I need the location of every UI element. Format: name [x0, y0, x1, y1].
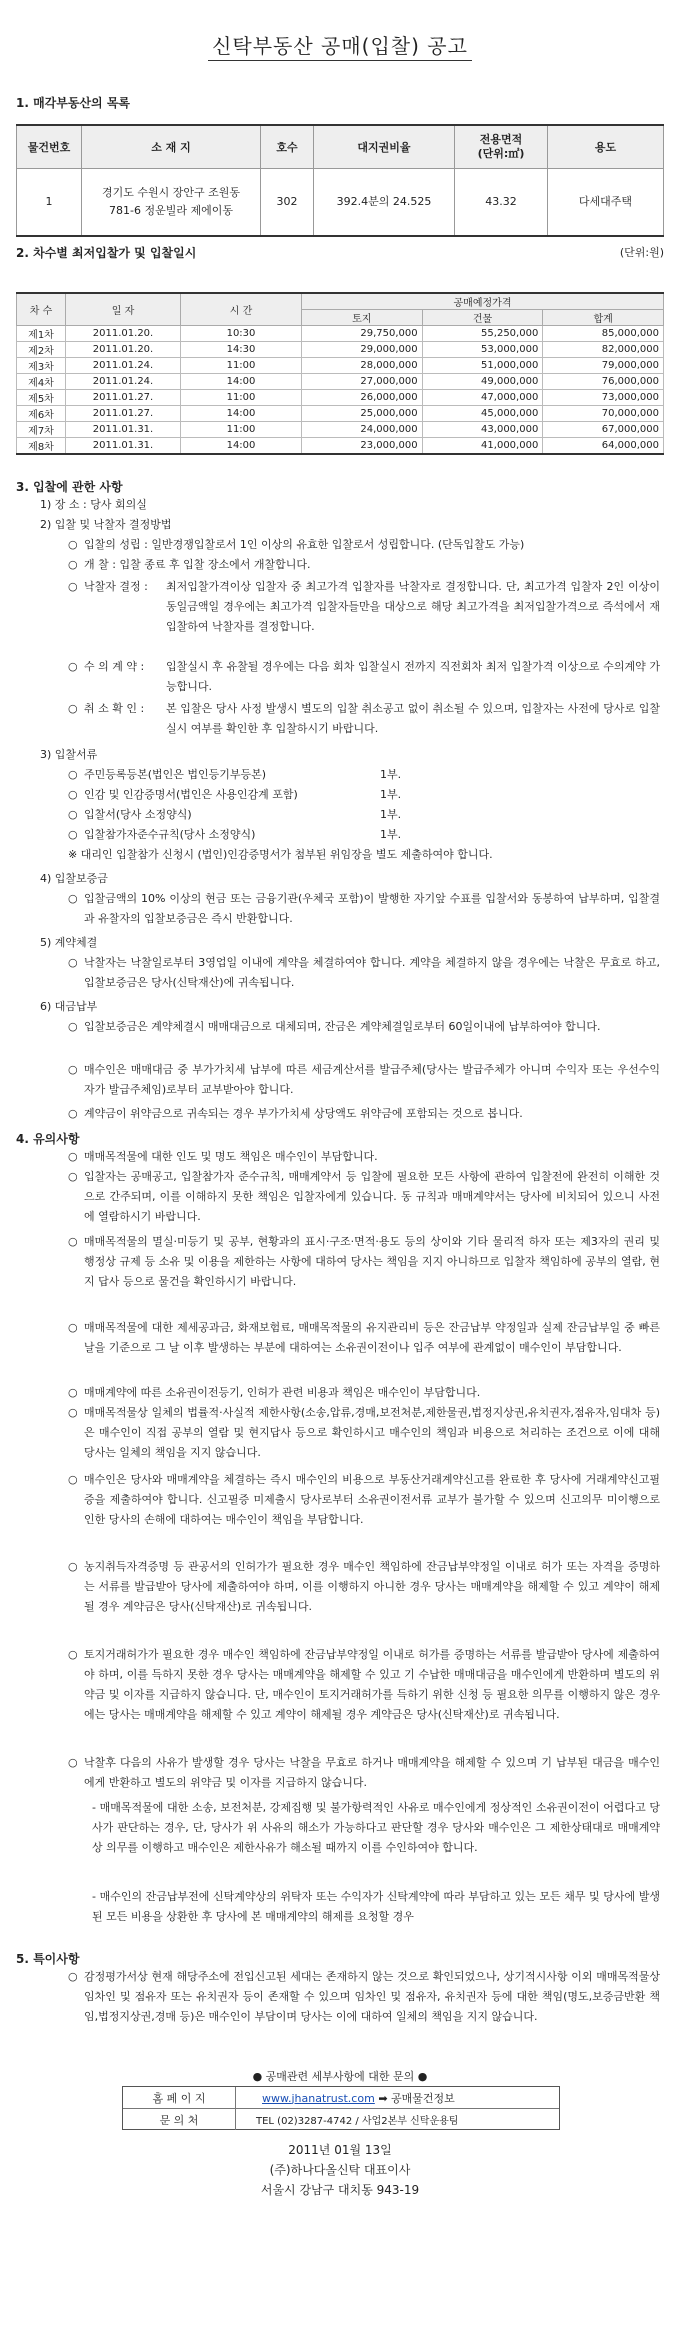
doc-1: ○ 주민등록등본(법인은 법인등기부등본)	[84, 768, 266, 782]
cell-d: 2011.01.27.	[66, 390, 181, 406]
cell-land: 23,000,000	[302, 438, 423, 455]
cell-r: 제8차	[17, 438, 66, 455]
cell-d: 2011.01.31.	[66, 438, 181, 455]
deposit-heading: 4) 입찰보증금	[40, 872, 108, 885]
cell-no: 1	[17, 169, 82, 237]
th-area: 전용면적 (단위:㎡)	[455, 125, 548, 169]
page-title: 신탁부동산 공매(입찰) 공고	[20, 0, 660, 59]
doc-4: ○ 입찰참가자준수규칙(당사 소정양식)	[84, 828, 255, 842]
cell-r: 제3차	[17, 358, 66, 374]
special-note: ○ 감정평가서상 현재 해당주소에 전입신고된 세대는 존재하지 않는 것으로 확인되었으나, 상기적시사항 이외 매매목적물상 임차인 및 점유자 또는 유치권자 등이 존재할 수 있으며 임차인 및 점유자, 유치권자 등에 대한 책임(명도,보증금반환 책임,법정지상권,경매 등)은 매수인이 부담이며 당사는 이에 대하여 일체의 책임을 지지 않습니다.	[84, 1967, 660, 2027]
th-price: 공매예정가격	[302, 293, 664, 310]
th-addr: 소 재 지	[82, 125, 261, 169]
notice-date: 2011년 01월 13일	[288, 2143, 392, 2157]
cell-bldg: 41,000,000	[422, 438, 543, 455]
cell-land: 26,000,000	[302, 390, 423, 406]
method: 2) 입찰 및 낙찰자 결정방법	[40, 518, 172, 531]
cell-t: 11:00	[181, 358, 302, 374]
homepage-menu: ➡ 공매물건정보	[378, 2091, 455, 2105]
table-row	[17, 422, 664, 438]
table-row	[17, 326, 664, 342]
cell-bldg: 55,250,000	[422, 326, 543, 342]
homepage-link[interactable]: www.jhanatrust.com	[262, 2091, 375, 2105]
cell-r: 제5차	[17, 390, 66, 406]
note-10a: - 매매목적물에 대한 소송, 보전처분, 강제집행 및 불가항력적인 사유로 매수인에게 정상적인 소유권이전이 어렵다고 당사가 판단하는 경우, 단, 당사가 위 사유의 해소가 가능하다고 판단할 경우 당사와 매수인은 그 제한상태대로 매매계약상 의무를 이행하고 매수인은 제한사유가 해소될 때까지 이를 수인하여야 합니다.	[92, 1801, 660, 1854]
method-3: 최저입찰가격이상 입찰자 중 최고가격 입찰자를 낙찰자로 결정합니다. 단, 최고가격 입찰자 2인 이상이 동일금액일 경우에는 최고가격 입찰자들만을 대상으로 해당 최고가격을 최저입찰가격으로 즉석에서 재입찰하여 낙찰자를 결정합니다.	[166, 580, 660, 633]
deposit-text: ○ 입찰금액의 10% 이상의 현금 또는 금융기관(우체국 포함)이 발행한 자기앞 수표를 입찰서와 동봉하여 납부하며, 입찰결과 유찰자의 입찰보증금은 즉시 반환합니다.	[84, 889, 660, 929]
property-table	[16, 124, 664, 237]
table-row	[17, 374, 664, 390]
payment-2: ○ 매수인은 매매대금 중 부가가치세 납부에 따른 세금계산서를 발급주체(당사는 발급주체가 아니며 수익자 또는 우선수익자가 발급주체임)로부터 교부받아야 합니다.	[84, 1060, 660, 1100]
schedule-table	[16, 292, 664, 455]
cell-total: 82,000,000	[543, 342, 664, 358]
cell-total: 79,000,000	[543, 358, 664, 374]
cell-t: 11:00	[181, 422, 302, 438]
note-10: ○ 낙찰후 다음의 사유가 발생할 경우 당사는 낙찰을 무효로 하거나 매매계약을 해제할 수 있으며 기 납부된 대금을 매수인에게 반환하고 별도의 위약금 및 이자를 지급하지 않습니다.	[84, 1753, 660, 1793]
th-use: 용도	[548, 125, 664, 169]
cell-land: 29,000,000	[302, 342, 423, 358]
cell-bldg: 49,000,000	[422, 374, 543, 390]
th-ho: 호수	[261, 125, 314, 169]
payment-1: ○ 입찰보증금은 계약체결시 매매대금으로 대체되며, 잔금은 계약체결일로부터 60일이내에 납부하여야 합니다.	[84, 1017, 660, 1037]
contact-box	[122, 2086, 560, 2130]
note-9: ○ 토지거래허가가 필요한 경우 매수인 책임하에 잔금납부약정일 이내로 허가를 증명하는 서류를 발급받아 당사에 제출하여야 하며, 이를 득하지 못한 경우 당사는 매매계약을 해제할 수 있고 기 수납한 매매대금을 매수인에게 반환하며 별도의 위약금 및 이자를 지급하지 않습니다. 단, 매수인이 토지거래허가를 득하기 위한 신청 등 필요한 의무를 이행하지 않은 경우에는 당사는 매매계약을 해제할 수 있고 계약이 해제될 경우 계약금은 당사(신탁재산)로 귀속됩니다.	[84, 1645, 660, 1725]
method-4: 입찰실시 후 유찰될 경우에는 다음 회차 입찰실시 전까지 직전회차 최저 입찰가격 이상으로 수의계약 가능합니다.	[166, 660, 660, 693]
method-5-label: ○ 취 소 확 인 :	[84, 702, 144, 716]
th-total: 합계	[543, 310, 664, 326]
cell-r: 제7차	[17, 422, 66, 438]
cell-d: 2011.01.20.	[66, 342, 181, 358]
cell-t: 10:30	[181, 326, 302, 342]
cell-bldg: 45,000,000	[422, 406, 543, 422]
contact-heading: ● 공매관련 세부사항에 대한 문의 ●	[252, 2070, 428, 2083]
th-bldg: 건물	[422, 310, 543, 326]
section-2-heading: 2. 차수별 최저입찰가 및 입찰일시	[16, 246, 197, 260]
table-row	[17, 342, 664, 358]
note-5: ○ 매매계약에 따른 소유권이전등기, 인허가 관련 비용과 책임은 매수인이 부담합니다.	[84, 1386, 480, 1400]
th-ratio: 대지권비율	[314, 125, 455, 169]
section-5-heading: 5. 특이사항	[16, 1952, 80, 1966]
cell-d: 2011.01.20.	[66, 326, 181, 342]
table-row	[17, 169, 664, 237]
cell-d: 2011.01.24.	[66, 374, 181, 390]
cell-r: 제4차	[17, 374, 66, 390]
th-land: 토지	[302, 310, 423, 326]
cell-bldg: 51,000,000	[422, 358, 543, 374]
note-4: ○ 매매목적물에 대한 제세공과금, 화재보험료, 매매목적물의 유지관리비 등은 잔금납부 약정일과 실제 잔금납부일 중 빠른 날을 기준으로 그 날 이후 발생하는 부분에 대하여는 소유권이전이나 입주 여부에 관계없이 매수인이 부담합니다.	[84, 1318, 660, 1358]
payment-heading: 6) 대금납부	[40, 1000, 98, 1013]
th-time: 시 간	[181, 293, 302, 326]
company-name: (주)하나다올신탁 대표이사	[269, 2163, 411, 2177]
note-6: ○ 매매목적물상 일체의 법률적·사실적 제한사항(소송,압류,경매,보전처분,제한물권,법정지상권,유치권자,점유자,임대차 등)은 매수인이 직접 공부의 열람 및 현지답사 등으로 확인하시고 매수인의 책임과 비용으로 처리하는 조건으로 이에 대해 당사는 일체의 책임을 지지 않습니다.	[84, 1403, 660, 1463]
note-7: ○ 매수인은 당사와 매매계약을 체결하는 즉시 매수인의 비용으로 부동산거래계약신고를 완료한 후 당사에 거래계약신고필증을 제출하여야 합니다. 신고필증 미제출시 당사로부터 소유권이전서류 교부가 불가할 수 있으며 신고의무 미이행으로 인한 당사의 손해에 대하여는 매수인이 책임을 부담합니다.	[84, 1470, 660, 1530]
place: 1) 장 소 : 당사 회의실	[40, 498, 147, 511]
cell-land: 24,000,000	[302, 422, 423, 438]
cell-use: 다세대주택	[548, 169, 664, 237]
cell-r: 제6차	[17, 406, 66, 422]
method-5: 본 입찰은 당사 사정 발생시 별도의 입찰 취소공고 없이 취소될 수 있으며, 입찰자는 사전에 당사로 입찰 실시 여부를 확인한 후 입찰하시기 바랍니다.	[166, 702, 660, 735]
note-10b: - 매수인의 잔금납부전에 신탁계약상의 위탁자 또는 수익자가 신탁계약에 따라 부담하고 있는 모든 채무 및 당사에 발생된 모든 비용을 상환한 후 당사에 본 매매계약의 해제를 요청할 경우	[92, 1890, 660, 1923]
cell-t: 14:00	[181, 438, 302, 455]
cell-total: 85,000,000	[543, 326, 664, 342]
cell-bldg: 47,000,000	[422, 390, 543, 406]
note-2: ○ 입찰자는 공매공고, 입찰참가자 준수규칙, 매매계약서 등 입찰에 필요한 모든 사항에 관하여 입찰전에 완전히 이해한 것으로 간주되며, 이를 이해하지 못한 책임은 입찰자에게 있습니다. 동 규칙과 매매계약서는 당사에 비치되어 있으니 사전에 열람하시기 바랍니다.	[84, 1167, 660, 1227]
note-1: ○ 매매목적물에 대한 인도 및 명도 책임은 매수인이 부담합니다.	[84, 1150, 378, 1164]
cell-d: 2011.01.24.	[66, 358, 181, 374]
cell-t: 14:00	[181, 374, 302, 390]
th-round: 차 수	[17, 293, 66, 326]
contract-text: ○ 낙찰자는 낙찰일로부터 3영업일 이내에 계약을 체결하여야 합니다. 계약을 체결하지 않을 경우에는 낙찰은 무효로 하고, 입찰보증금은 당사(신탁재산)에 귀속됩니다.	[84, 953, 660, 993]
cell-ho: 302	[261, 169, 314, 237]
cell-d: 2011.01.31.	[66, 422, 181, 438]
cell-r: 제2차	[17, 342, 66, 358]
th-date: 일 자	[66, 293, 181, 326]
note-8: ○ 농지취득자격증명 등 관공서의 인허가가 필요한 경우 매수인 책임하에 잔금납부약정일 이내로 허가 또는 자격을 증명하는 서류를 발급받아 당사에 제출하여야 하며, 이를 이행하지 아니한 경우 당사는 매매계약을 해제할 수 있고 계약이 해제될 경우 계약금은 당사(신탁재산)로 귀속됩니다.	[84, 1557, 660, 1617]
cell-total: 73,000,000	[543, 390, 664, 406]
method-1: ○ 입찰의 성립 : 일반경쟁입찰로서 1인 이상의 유효한 입찰로서 성립합니다. (단독입찰도 가능)	[84, 538, 524, 552]
contact-tel: TEL (02)3287-4742 / 사업2본부 신탁운용팀	[236, 2109, 560, 2131]
unit-label: (단위:원)	[619, 246, 664, 259]
table-row	[17, 406, 664, 422]
cell-bldg: 43,000,000	[422, 422, 543, 438]
section-3-heading: 3. 입찰에 관한 사항	[16, 480, 123, 494]
doc-2: ○ 인감 및 인감증명서(법인은 사용인감계 포함)	[84, 788, 298, 802]
note-3: ○ 매매목적물의 멸실·미등기 및 공부, 현황과의 표시·구조·면적·용도 등의 상이와 기타 물리적 하자 또는 제3자의 권리 및 행정상 규제 등 소유 및 이용을 제한하는 사항에 대하여 당사는 책임을 지지 아니하므로 입찰자 책임하에 공부의 열람, 현지 답사 등으로 물건을 확인하시기 바랍니다.	[84, 1232, 660, 1292]
payment-3: ○ 계약금이 위약금으로 귀속되는 경우 부가가치세 상당액도 위약금에 포함되는 것으로 봅니다.	[84, 1107, 523, 1121]
contract-heading: 5) 계약체결	[40, 936, 98, 949]
section-1-heading: 1. 매각부동산의 목록	[16, 96, 131, 110]
method-4-label: ○ 수 의 계 약 :	[84, 660, 144, 674]
cell-area: 43.32	[455, 169, 548, 237]
doc-3: ○ 입찰서(당사 소정양식)	[84, 808, 192, 822]
table-row	[17, 390, 664, 406]
contact-label: 문 의 처	[123, 2109, 236, 2131]
th-no: 물건번호	[17, 125, 82, 169]
doc-note: ※ 대리인 입찰참가 신청시 (법인)인감증명서가 첨부된 위임장을 별도 제출하여야 합니다.	[68, 848, 493, 861]
cell-t: 14:00	[181, 406, 302, 422]
cell-r: 제1차	[17, 326, 66, 342]
cell-land: 29,750,000	[302, 326, 423, 342]
cell-ratio: 392.4분의 24.525	[314, 169, 455, 237]
table-row	[17, 438, 664, 455]
method-2: ○ 개 찰 : 입찰 종료 후 입찰 장소에서 개찰합니다.	[84, 558, 310, 572]
cell-t: 11:00	[181, 390, 302, 406]
cell-total: 76,000,000	[543, 374, 664, 390]
cell-land: 27,000,000	[302, 374, 423, 390]
docs-heading: 3) 입찰서류	[40, 748, 98, 761]
method-3-label: ○ 낙찰자 결정 :	[84, 580, 148, 594]
table-row	[17, 358, 664, 374]
cell-bldg: 53,000,000	[422, 342, 543, 358]
cell-total: 70,000,000	[543, 406, 664, 422]
homepage-label: 홈 페 이 지	[152, 2091, 206, 2105]
cell-total: 67,000,000	[543, 422, 664, 438]
cell-land: 25,000,000	[302, 406, 423, 422]
cell-total: 64,000,000	[543, 438, 664, 455]
cell-d: 2011.01.27.	[66, 406, 181, 422]
cell-land: 28,000,000	[302, 358, 423, 374]
cell-addr: 경기도 수원시 장안구 조원동 781-6 정운빌라 제에이동	[82, 169, 261, 237]
section-4-heading: 4. 유의사항	[16, 1132, 80, 1146]
company-address: 서울시 강남구 대치동 943-19	[260, 2183, 420, 2197]
cell-t: 14:30	[181, 342, 302, 358]
